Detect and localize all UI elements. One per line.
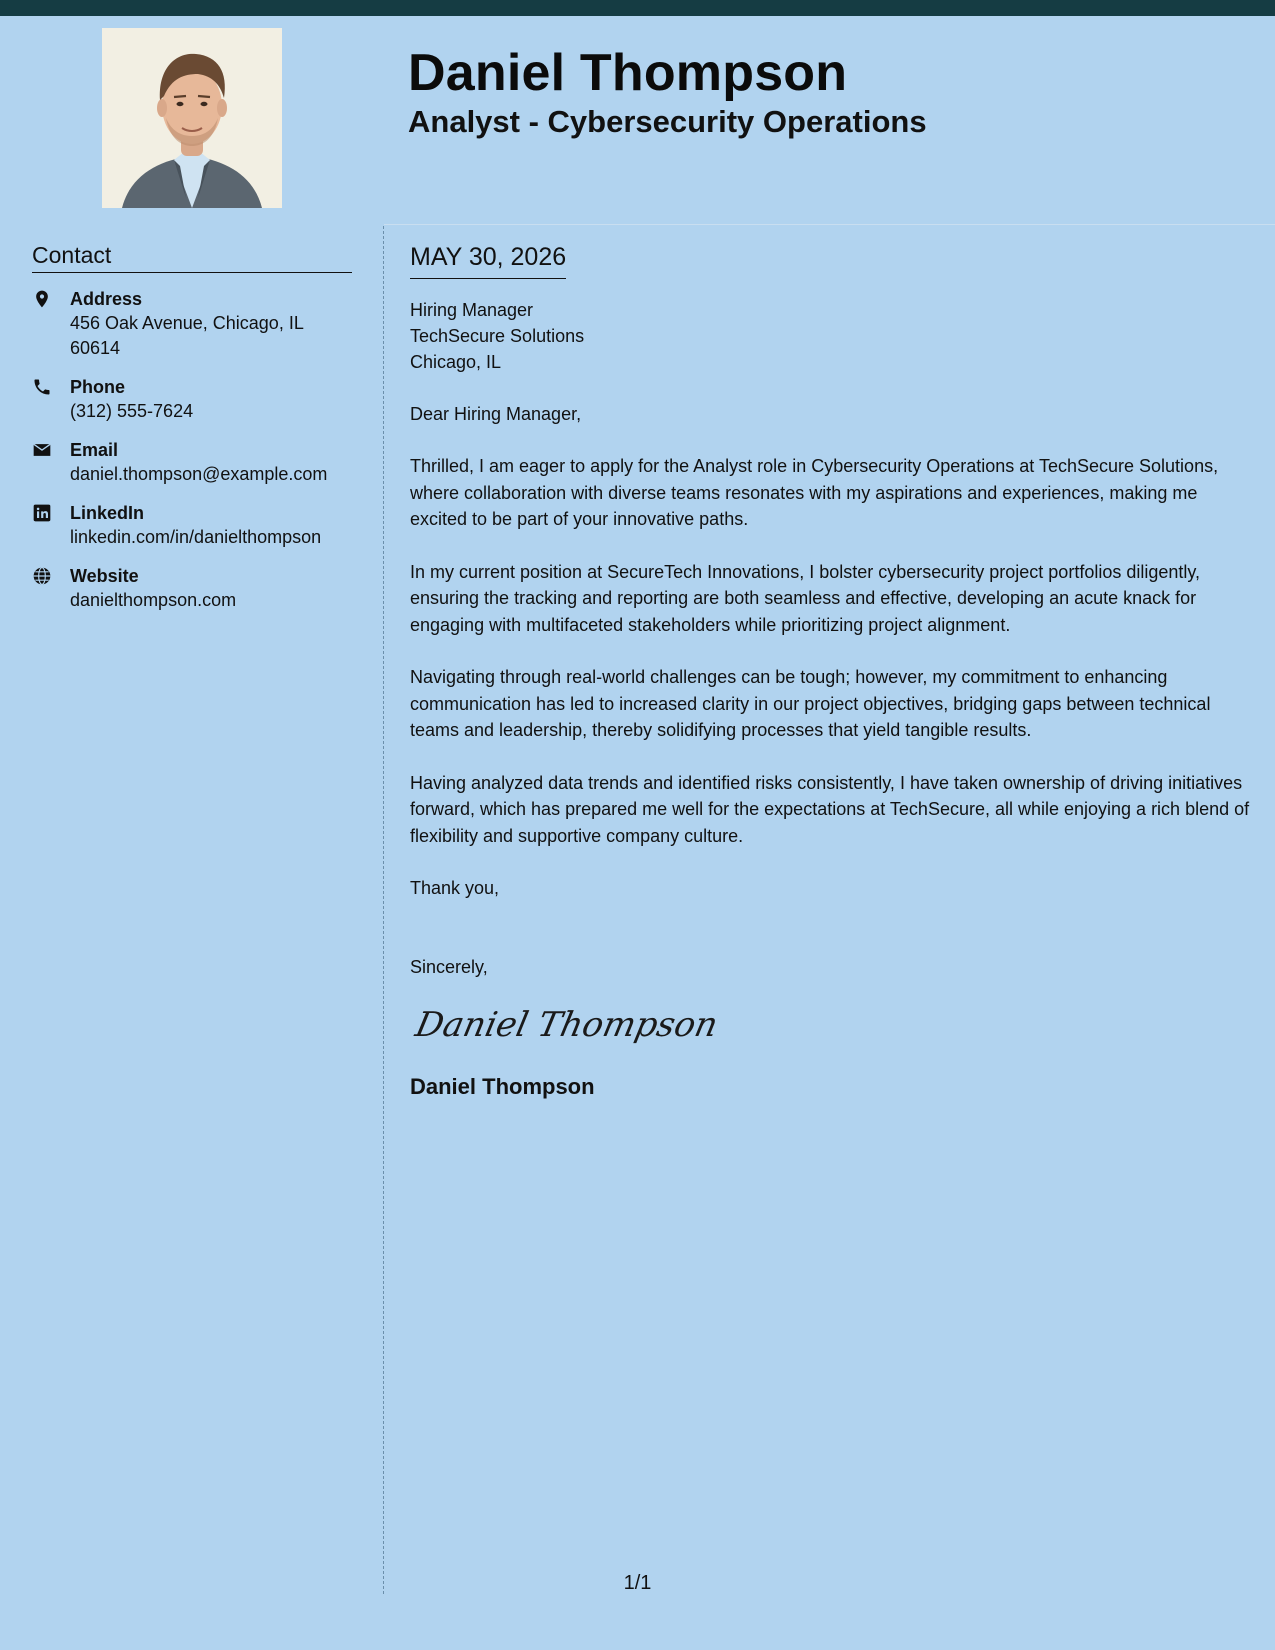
contact-linkedin xyxy=(32,501,352,550)
contact-email xyxy=(32,438,352,487)
envelope-icon xyxy=(32,438,70,487)
candidate-name: Daniel Thompson xyxy=(408,44,848,102)
recipient-line: Hiring Manager xyxy=(410,300,534,320)
signoff-line: Sincerely, xyxy=(410,957,488,977)
linkedin-icon xyxy=(32,501,70,550)
column-divider xyxy=(383,226,384,1594)
contact-label: Address xyxy=(70,289,143,309)
letter-date: MAY 30, 2026 xyxy=(410,240,566,279)
body-paragraph: In my current position at SecureTech Innovations, I bolster cybersecurity project portfolios diligently, ensuring the tracking and reporting are both seamless and effective, developing an acute knack for engaging with multifaceted stakeholders while prioritizing project alignment. xyxy=(410,561,1201,635)
contact-label: Phone xyxy=(70,377,126,397)
phone-icon xyxy=(32,375,70,424)
contact-value[interactable]: danielthompson.com xyxy=(70,590,237,610)
page-number: 1/1 xyxy=(623,1572,652,1594)
profile-photo xyxy=(102,28,282,208)
contact-value: (312) 555-7624 xyxy=(70,401,194,421)
contact-value: daniel.thompson@example.com xyxy=(70,464,328,484)
top-accent-bar xyxy=(0,0,1275,16)
contact-label: Email xyxy=(70,440,119,460)
globe-icon xyxy=(32,564,70,613)
signer-name: Daniel Thompson xyxy=(410,1074,595,1099)
cover-letter-body xyxy=(410,240,1255,1102)
salutation: Dear Hiring Manager, xyxy=(410,404,582,424)
recipient-line: TechSecure Solutions xyxy=(410,326,585,346)
contact-value: 456 Oak Avenue, Chicago, IL 60614 xyxy=(70,313,304,358)
contact-label: LinkedIn xyxy=(70,503,145,523)
handwritten-signature xyxy=(410,998,1255,1054)
header-divider xyxy=(384,224,1275,225)
body-paragraph: Navigating through real-world challenges can be tough; however, my commitment to enhancing communication has led to increased clarity in our project objectives, bridging gaps between technical teams and leadership, thereby solidifying processes that yield tangible results. xyxy=(410,667,1211,740)
contact-address xyxy=(32,287,352,361)
body-paragraph: Having analyzed data trends and identified risks consistently, I have taken ownership of driving initiatives forward, which has prepared me well for the expectations at TechSecure, all while enjoying a rich blend of flexibility and supportive company culture. xyxy=(410,772,1250,846)
contact-phone xyxy=(32,375,352,424)
recipient-block xyxy=(410,297,1255,375)
closing-line: Thank you, xyxy=(410,878,500,898)
contact-heading: Contact xyxy=(32,240,352,273)
job-title: Analyst - Cybersecurity Operations xyxy=(408,104,927,139)
body-paragraph: Thrilled, I am eager to apply for the Analyst role in Cybersecurity Operations at TechSecure Solutions, where collaboration with diverse teams resonates with my aspirations and experiences, making me excited to be part of your innovative paths. xyxy=(410,456,1219,529)
contact-website xyxy=(32,564,352,613)
contact-value[interactable]: linkedin.com/in/danielthompson xyxy=(70,527,322,547)
contact-label: Website xyxy=(70,566,139,586)
map-pin-icon xyxy=(32,287,70,361)
svg-text:Daniel Thompson: Daniel Thompson xyxy=(412,1005,722,1045)
recipient-line: Chicago, IL xyxy=(410,352,502,372)
contact-sidebar xyxy=(32,240,352,613)
